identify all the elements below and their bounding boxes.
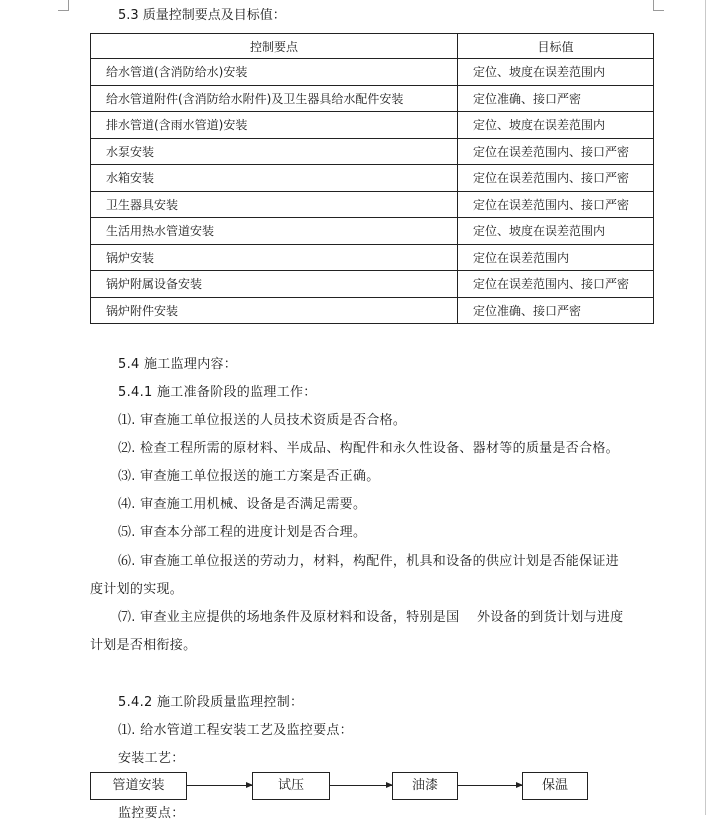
target-value-cell: 定位准确、接口严密 — [458, 85, 654, 112]
table-row — [91, 271, 654, 298]
flow-arrow-icon — [330, 785, 392, 786]
process-label: 安装工艺： — [118, 751, 185, 766]
header-target-value: 目标值 — [458, 34, 654, 59]
list-item: ⑴. 给水管道工程安装工艺及监控要点： — [118, 723, 353, 738]
target-value-cell: 定位在误差范围内、接口严密 — [458, 271, 654, 298]
control-point-cell: 给水管道附件(含消防给水附件)及卫生器具给水配件安装 — [91, 85, 458, 112]
page-edge-line — [705, 0, 706, 815]
target-value-cell: 定位、坡度在误差范围内 — [458, 112, 654, 139]
control-point-cell: 锅炉附件安装 — [91, 297, 458, 324]
target-value-cell: 定位在误差范围内、接口严密 — [458, 138, 654, 165]
target-value-cell: 定位在误差范围内、接口严密 — [458, 191, 654, 218]
list-item: ⑴. 审查施工单位报送的人员技术资质是否合格。 — [118, 413, 407, 428]
table-row — [91, 85, 654, 112]
list-item: ⑶. 审查施工单位报送的施工方案是否正确。 — [118, 469, 380, 484]
table-row — [91, 218, 654, 245]
flow-step-pressure-test: 试压 — [252, 772, 330, 800]
table-row — [91, 59, 654, 86]
table-row — [91, 191, 654, 218]
control-point-cell: 卫生器具安装 — [91, 191, 458, 218]
list-item: ⑸. 审查本分部工程的进度计划是否合理。 — [118, 525, 367, 540]
cut-off-text: 监控要点： — [118, 806, 185, 821]
target-value-cell: 定位在误差范围内、接口严密 — [458, 165, 654, 192]
table-header-row — [91, 34, 654, 59]
target-value-cell: 定位在误差范围内 — [458, 244, 654, 271]
table-row — [91, 138, 654, 165]
control-point-cell: 生活用热水管道安装 — [91, 218, 458, 245]
list-item: ⑷. 审查施工用机械、设备是否满足需要。 — [118, 497, 367, 512]
table-row — [91, 165, 654, 192]
page-corner-mark-right — [653, 0, 664, 11]
section-5-3-title: 5.3 质量控制要点及目标值： — [118, 8, 286, 23]
header-control-points: 控制要点 — [91, 34, 458, 59]
table-row — [91, 297, 654, 324]
control-point-cell: 水箱安装 — [91, 165, 458, 192]
control-point-cell: 锅炉附属设备安装 — [91, 271, 458, 298]
table-row — [91, 112, 654, 139]
section-5-4-2-title: 5.4.2 施工阶段质量监理控制： — [118, 695, 304, 710]
control-point-cell: 锅炉安装 — [91, 244, 458, 271]
list-item-continuation: 度计划的实现。 — [90, 582, 184, 597]
table-row — [91, 244, 654, 271]
flow-step-painting: 油漆 — [392, 772, 458, 800]
list-item-continuation: 计划是否相衔接。 — [90, 638, 197, 653]
flow-arrow-icon — [458, 785, 522, 786]
section-5-4-1-title: 5.4.1 施工准备阶段的监理工作： — [118, 385, 317, 400]
flow-step-pipe-install: 管道安装 — [90, 772, 187, 800]
quality-control-table — [90, 33, 654, 324]
control-point-cell: 排水管道(含雨水管道)安装 — [91, 112, 458, 139]
list-item: ⑵. 检查工程所需的原材料、半成品、构配件和永久性设备、器材等的质量是否合格。 — [118, 441, 619, 456]
list-item: ⑹. 审查施工单位报送的劳动力，材料，构配件，机具和设备的供应计划是否能保证进 — [118, 554, 619, 569]
section-5-4-title: 5.4 施工监理内容： — [118, 357, 238, 372]
flow-arrow-icon — [187, 785, 252, 786]
flow-step-insulation: 保温 — [522, 772, 588, 800]
target-value-cell: 定位、坡度在误差范围内 — [458, 59, 654, 86]
control-point-cell: 水泵安装 — [91, 138, 458, 165]
control-point-cell: 给水管道(含消防给水)安装 — [91, 59, 458, 86]
page-corner-mark-left — [58, 0, 69, 11]
target-value-cell: 定位准确、接口严密 — [458, 297, 654, 324]
list-item: ⑺. 审查业主应提供的场地条件及原材料和设备，特别是国 外设备的到货计划与进度 — [118, 610, 624, 625]
target-value-cell: 定位、坡度在误差范围内 — [458, 218, 654, 245]
